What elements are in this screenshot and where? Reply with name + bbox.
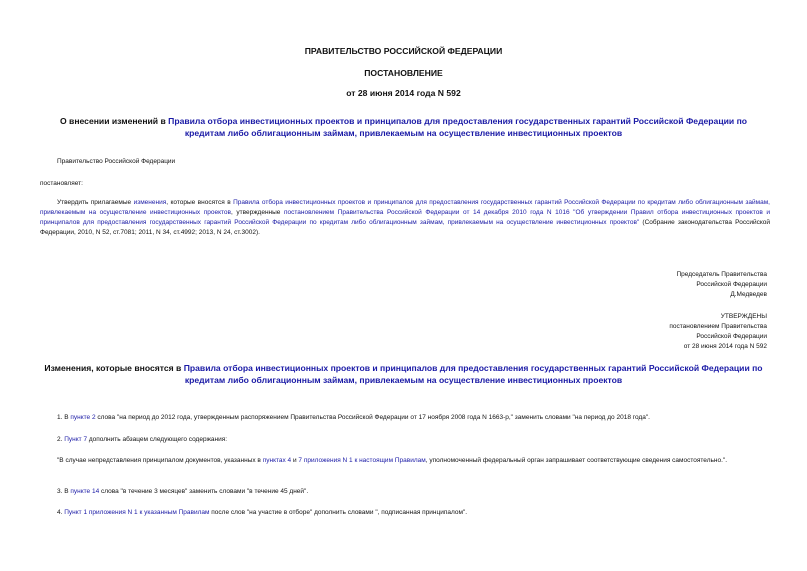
changes-link[interactable]: изменения [133, 199, 167, 206]
document-type-heading: ПОСТАНОВЛЕНИЕ [364, 68, 443, 78]
main-text-4: (Собрание законодательства Российской Федерации, 2010, N 52, ст.7081; 2011, N 34, ст.4992; 2013, N 24, ст.3002). [40, 219, 770, 236]
change-item-2-quote [40, 456, 770, 466]
change-item-4 [40, 508, 770, 518]
clauses-4-link[interactable]: пунктах 4 [262, 457, 292, 464]
clause-14-link[interactable]: пункте 14 [70, 488, 100, 495]
approval-line1: УТВЕРЖДЕНЫ [720, 313, 767, 320]
main-text-3: , утвержденные [230, 209, 284, 216]
signature-name: Д.Медведев [730, 291, 767, 298]
document-title-prefix: О внесении изменений в [59, 116, 169, 126]
resolution-1016-link[interactable]: постановлением Правительства Российской Федерации от 14 декабря 2010 года N 1016 "Об утверждении Правил отбора инвестиционных проектов и принципалов для предоставления государственных гарантий Российской Федерации по кредитам либо облигационным займам, привлекаемым на осуществление инвестиционных проектов" [40, 209, 770, 226]
approval-block [669, 312, 767, 352]
item3-text-2: слова "в течение 3 месяцев" заменить словами "в течение 45 дней". [99, 488, 309, 495]
clause-7-link[interactable]: Пункт 7 [64, 436, 88, 443]
document-title [40, 115, 767, 139]
rules-link-changes-title[interactable]: Правила отбора инвестиционных проектов и принципалов для предоставления государственных гарантий Российской Федерации по кредитам либо облигационным займам, привлекаемым на осуществление инвестиционных проектов [183, 363, 763, 385]
resolves-text: постановляет: [40, 180, 83, 187]
changes-title-prefix: Изменения, которые вносятся в [44, 363, 184, 373]
document-date: от 28 июня 2014 года N 592 [346, 88, 461, 98]
item4-text-1: 4. [57, 509, 65, 516]
approval-line4: от 28 июня 2014 года N 592 [683, 343, 767, 350]
item2-text-2: дополнить абзацем следующего содержания: [87, 436, 228, 443]
item4-text-2: после слов "на участие в отборе" дополнить словами ", подписанная принципалом". [209, 509, 468, 516]
item2q-text-1: "В случае непредставления принципалом документов, указанных в [57, 457, 263, 464]
issuer-text: Правительство Российской Федерации [57, 158, 176, 165]
main-text-1: Утвердить прилагаемые [57, 199, 134, 206]
main-text-2: , которые вносятся в [166, 199, 234, 206]
signature-title-line2: Российской Федерации [696, 281, 767, 288]
approval-line3: Российской Федерации [696, 333, 767, 340]
appendix-1-clause-1-link[interactable]: Пункт 1 приложения N 1 к указанным Правилам [64, 509, 210, 516]
item1-text-1: 1. В [57, 414, 71, 421]
change-item-3 [40, 487, 770, 497]
approval-line2: постановлением Правительства [669, 323, 767, 330]
main-paragraph [40, 198, 770, 238]
clause-2-link[interactable]: пункте 2 [70, 414, 96, 421]
changes-title [32, 362, 775, 386]
change-item-1 [40, 413, 770, 423]
signature-title-line1: Председатель Правительства [676, 271, 767, 278]
item1-text-2: слова "на период до 2012 года, утвержденным распоряжением Правительства Российской Федерации от 17 ноября 2008 года N 1663-р," заменить словами "на период до 2018 года". [95, 414, 650, 421]
rules-link-title[interactable]: Правила отбора инвестиционных проектов и принципалов для предоставления государственных гарантий Российской Федерации по кредитам либо облигационным займам, привлекаемым на осуществление инвестиционных проектов [168, 116, 748, 138]
change-item-2 [40, 435, 770, 445]
item2q-text-2: и [291, 457, 299, 464]
signature-block [676, 270, 767, 300]
item3-text-1: 3. В [57, 488, 71, 495]
item2q-text-3: , уполномоченный федеральный орган запрашивает соответствующие сведения самостоятельно.". [425, 457, 728, 464]
appendix-1-clause-7-link[interactable]: 7 приложения N 1 к настоящим Правилам [298, 457, 426, 464]
rules-link-main[interactable]: Правила отбора инвестиционных проектов и принципалов для предоставления государственных гарантий Российской Федерации по кредитам либо облигационным займам, привлекаемым на осуществление инвестиционных проектов [40, 199, 770, 216]
government-heading: ПРАВИТЕЛЬСТВО РОССИЙСКОЙ ФЕДЕРАЦИИ [304, 46, 503, 56]
item2-text-1: 2. [57, 436, 65, 443]
